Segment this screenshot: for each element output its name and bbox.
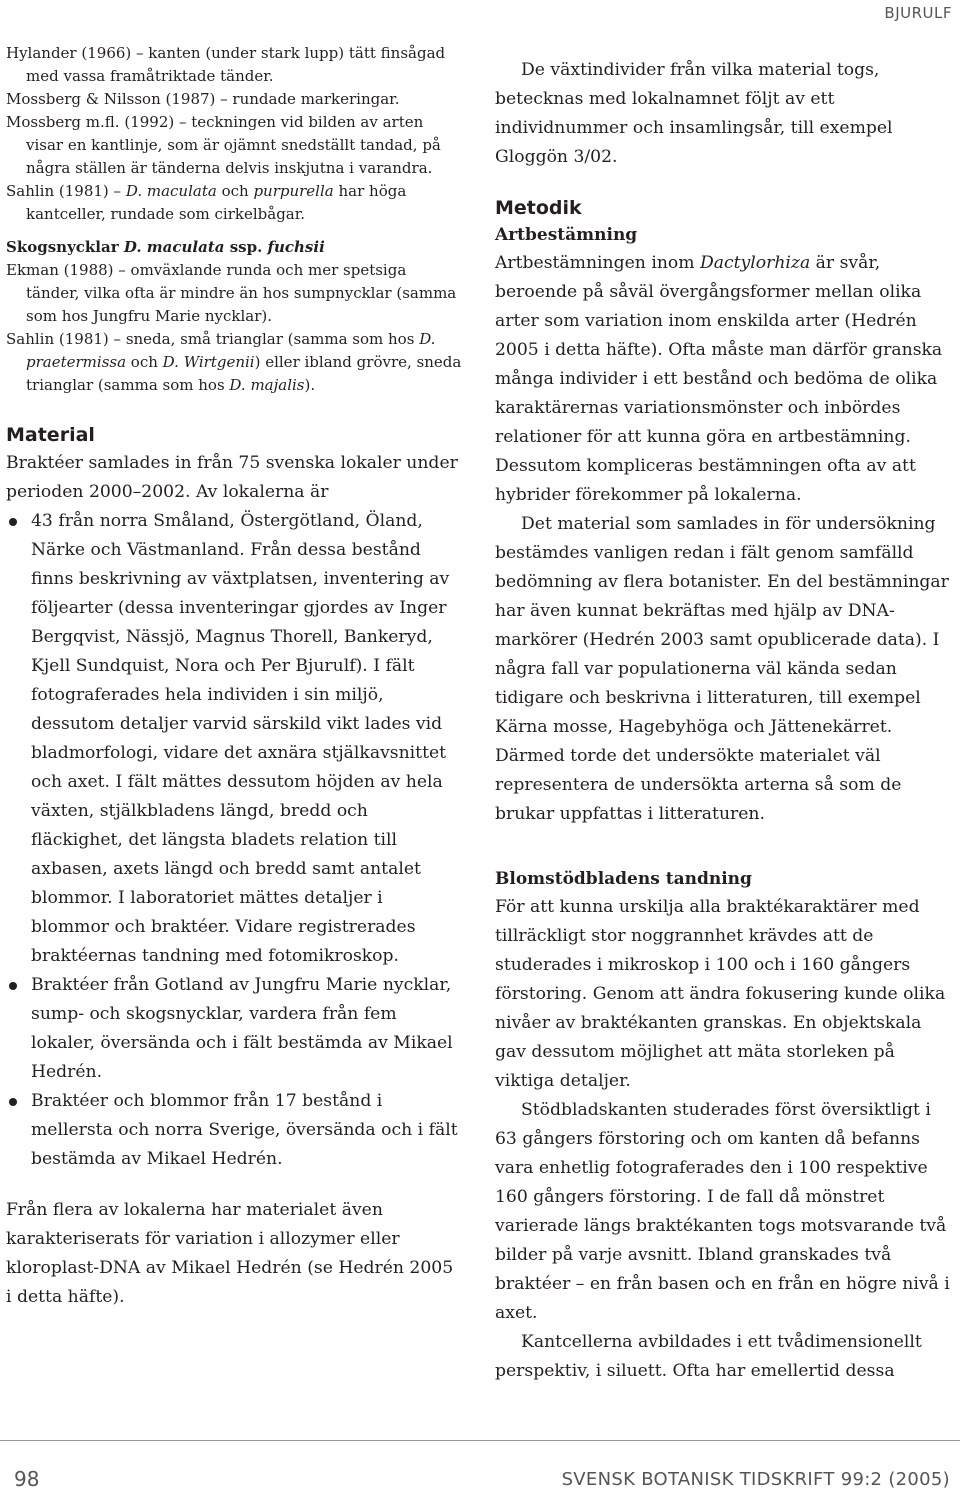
blomstodblad-paragraph-2: Stödbladskanten studerades först översiktligt i 63 gångers förstoring och om kanten då befanns vara enhetlig fotograferades den i 100 respektive 160 gångers förstoring. I de fall då mönstret varierade längs braktékanten togs motsvarande två bilder på varje avsnitt. Ibland granskades två braktéer – en från basen och en från en högre nivå i axet. (495, 1100, 950, 1323)
list-item-text: Braktéer och blommor från 17 bestånd i mellersta och norra Sverige, översända och i fält bestämda av Mikael Hedrén. (31, 1091, 458, 1169)
subheading-skogsnycklar (6, 236, 462, 259)
species-name: D. praetermissa (26, 330, 436, 371)
artbestamning-paragraph-2: Det material som samlades in för undersökning bestämdes vanligen redan i fält genom samfälld bedömning av flera botanister. En del bestämningar har även kunnat bekräftas med hjälp av DNA-markörer (Hedrén 2003 samt opublicerade data). I några fall var populationerna väl kända sedan tidigare och beskrivna i litteraturen, till exempel Kärna mosse, Hagebyhöga och Jättenekärret. Därmed torde det undersökte materialet väl representera de undersökta arterna så som de brukar uppfattas i litteraturen. (495, 514, 949, 824)
reference-mossberg-nilsson: Mossberg & Nilsson (1987) – rundade markeringar. (6, 90, 400, 108)
text-segment: ) eller ibland grövre, sneda trianglar (samma som hos (26, 353, 462, 394)
text-segment: Skogsnycklar (6, 238, 124, 256)
material-closing: Från flera av lokalerna har materialet även karakteriserats för variation i allozymer eller kloroplast-DNA av Mikael Hedrén (se Hedrén 2005 i detta häfte). (6, 1200, 454, 1307)
material-list (6, 507, 462, 1174)
species-name: D. maculata (123, 238, 225, 256)
section-heading-material: Material (6, 424, 95, 446)
bullet-icon (9, 1098, 17, 1106)
genus-name: Dactylorhiza (700, 253, 811, 273)
reference-mossberg-mfl: Mossberg m.fl. (1992) – teckningen vid bilden av arten visar en kantlinje, som är ojämnt snedställt tandad, på några ställen är tänderna delvis inskjutna i varandra. (6, 113, 441, 177)
list-item-text: Braktéer från Gotland av Jungfru Marie nycklar, sump- och skogsnycklar, vardera från fem lokaler, översända och i fält bestämda av Mikael Hedrén. (31, 975, 453, 1082)
reference-ekman: Ekman (1988) – omväxlande runda och mer spetsiga tänder, vilka ofta är mindre än hos sumpnycklar (samma som hos Jungfru Marie nycklar). (6, 261, 457, 325)
text-segment: och (216, 182, 254, 200)
blomstodblad-paragraph-3: Kantcellerna avbildades i ett tvådimensionellt perspektiv, i siluett. Ofta har emellertid dessa (495, 1332, 922, 1381)
running-header: BJURULF (884, 4, 952, 22)
left-column (6, 42, 462, 1312)
species-name: D. majalis (229, 376, 305, 394)
material-intro: Braktéer samlades in från 75 svenska lokaler under perioden 2000–2002. Av lokalerna är (6, 453, 458, 502)
reference-hylander: Hylander (1966) – kanten (under stark lupp) tätt finsågad med vassa framåtriktade tänder. (6, 44, 446, 85)
reference-sahlin-2 (6, 328, 462, 397)
list-item-text: 43 från norra Småland, Östergötland, Öland, Närke och Västmanland. Från dessa bestånd finns beskrivning av växtplatsen, inventering av följearter (dessa inventeringar gjordes av Inger Bergqvist, Nässjö, Magnus Thorell, Bankeryd, Kjell Sundquist, Nora och Per Bjurulf). I fält fotograferades hela individen i sin miljö, dessutom detaljer varvid särskild vikt lades vid bladmorfologi, vidare det axnära stjälkavsnittet och axet. I fält mättes dessutom höjden av hela växten, stjälkbladens längd, bredd och fläckighet, det längsta bladets relation till axbasen, axets längd och bredd samt antalet blommor. I laboratoriet mättes detaljer i blommor och braktéer. Vidare registrerades braktéernas tandning med fotomikroskop. (31, 511, 450, 966)
species-name: D. Wirtgenii (162, 353, 255, 371)
right-column (495, 56, 955, 1386)
artbestamning-paragraph-1 (495, 249, 955, 510)
text-segment: Artbestämningen inom (495, 253, 700, 273)
list-item (6, 507, 462, 971)
text-segment: ssp. (224, 238, 268, 256)
species-name: D. maculata (125, 182, 217, 200)
journal-citation: SVENSK BOTANISK TIDSKRIFT 99:2 (2005) (561, 1469, 950, 1490)
bullet-icon (9, 982, 17, 990)
section-heading-metodik: Metodik (495, 197, 582, 219)
text-segment: ). (304, 376, 316, 394)
text-segment: är svår, beroende på såväl övergångsformer mellan olika arter som variation inom enskilda arter (Hedrén 2005 i detta häfte). Ofta måste man därför granska många individer i ett bestånd och bedöma de olika karaktärernas variationsmönster och inbördes relationer för att kunna göra en artbestämning. Dessutom kompliceras bestämningen ofta av att hybrider förekommer på lokalerna. (495, 253, 943, 505)
subsection-heading-blomstodblad: Blomstödbladens tandning (495, 869, 752, 889)
reference-sahlin-1 (6, 180, 462, 226)
text-segment: har höga kantceller, rundade som cirkelbågar. (26, 182, 407, 223)
page-number: 98 (14, 1467, 40, 1491)
text-segment: Sahlin (1981) – sneda, små trianglar (samma som hos (6, 330, 420, 348)
text-segment: och (126, 353, 163, 371)
bullet-icon (9, 518, 17, 526)
individual-naming-paragraph: De växtindivider från vilka material togs, betecknas med lokalnamnet följt av ett individnummer och insamlingsår, till exempel Gloggön 3/02. (495, 60, 893, 167)
footer-divider (0, 1440, 960, 1441)
list-item (6, 971, 462, 1087)
blomstodblad-paragraph-1: För att kunna urskilja alla braktékaraktärer med tillräckligt stor noggrannhet krävdes att de studerades i mikroskop i 100 och i 160 gångers förstoring. Genom att ändra fokusering kunde olika nivåer av braktékanten granskas. En objektskala gav dessutom möjlighet att mäta storleken på viktiga detaljer. (495, 897, 946, 1091)
subsection-heading-artbestamning: Artbestämning (495, 225, 638, 245)
species-name: fuchsii (267, 238, 325, 256)
species-name: purpurella (253, 182, 334, 200)
list-item (6, 1087, 462, 1174)
text-segment: Sahlin (1981) – (6, 182, 126, 200)
